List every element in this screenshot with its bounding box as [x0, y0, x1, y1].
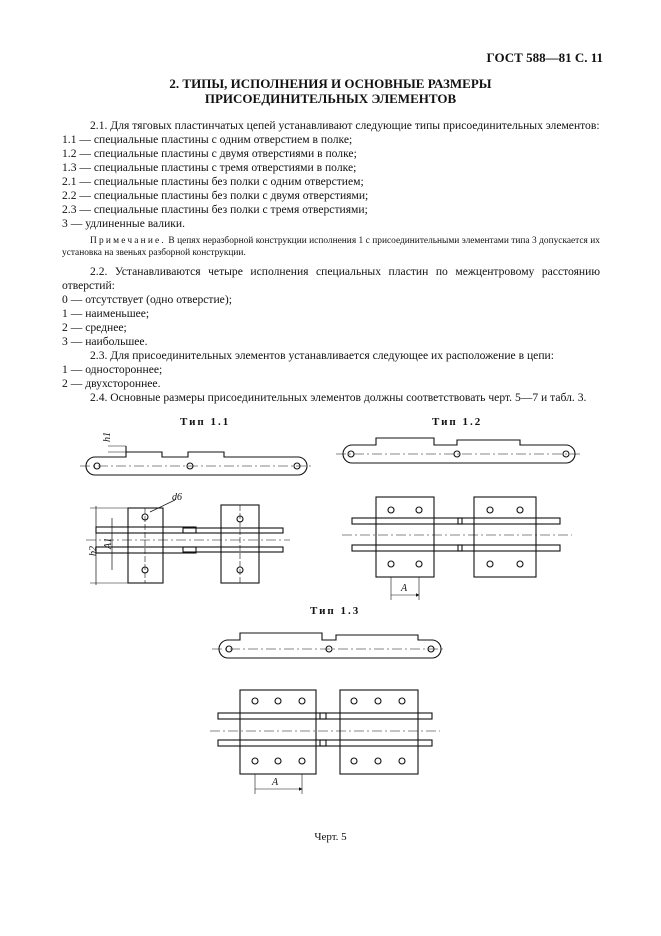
type-1-1-side-view — [80, 446, 312, 475]
list-item: 2.2 — специальные пластины без полки с двумя отверстиями; — [62, 189, 369, 202]
list-item: 2.1 — специальные пластины без полки с одним отверстием; — [62, 175, 364, 188]
dim-A1: A1 — [103, 537, 114, 549]
list-item: 3 — наибольшее. — [62, 335, 148, 348]
list-item: 1.2 — специальные пластины с двумя отверстиями в полке; — [62, 147, 357, 160]
type-1-2-plan-view — [342, 497, 572, 600]
note-text: В цепях неразборной конструкции исполнения 1 с присоединительными элементами типа 3 допускается их установка на звеньях разборной конструкции. — [62, 236, 600, 258]
list-item: 3 — удлиненные валики. — [62, 217, 186, 230]
dim-h1: h1 — [102, 432, 113, 442]
list-item: 1.1 — специальные пластины с одним отверстием в полке; — [62, 133, 353, 146]
section-title-line1: 2. ТИПЫ, ИСПОЛНЕНИЯ И ОСНОВНЫЕ РАЗМЕРЫ — [169, 76, 492, 91]
dim-d6: d6 — [172, 492, 182, 503]
note-label: Примечание. — [90, 236, 166, 246]
figure-caption: Черт. 5 — [314, 831, 347, 843]
para-2-4: 2.4. Основные размеры присоединительных элементов должны соответствовать черт. 5—7 и табл. 3. — [90, 391, 587, 404]
dim-A-type-1-3: A — [272, 777, 279, 788]
list-item: 1 — одностороннее; — [62, 363, 163, 376]
list-item: 1 — наименьшее; — [62, 307, 150, 320]
list-item: 0 — отсутствует (одно отверстие); — [62, 293, 232, 306]
type-1-2-side-view — [336, 438, 580, 463]
list-item: 2 — среднее; — [62, 321, 127, 334]
type-1-3-side-view — [212, 633, 446, 658]
figure-label-type-1-2: Тип 1.2 — [432, 416, 483, 428]
section-title-line2: ПРИСОЕДИНИТЕЛЬНЫХ ЭЛЕМЕНТОВ — [204, 91, 457, 106]
page-header: ГОСТ 588—81 С. 11 — [486, 50, 603, 65]
list-item: 2.3 — специальные пластины без полки с тремя отверстиями; — [62, 203, 368, 216]
figure-label-type-1-1: Тип 1.1 — [180, 416, 231, 428]
type-1-3-plan-view — [210, 690, 440, 794]
figure-label-type-1-3: Тип 1.3 — [310, 605, 361, 617]
para-2-1: 2.1. Для тяговых пластинчатых цепей устанавливают следующие типы присоединительных элементов: — [90, 119, 600, 132]
list-item: 2 — двухстороннее. — [62, 377, 161, 390]
para-2-3: 2.3. Для присоединительных элементов устанавливается следующее их расположение в цепи: — [90, 349, 554, 362]
dim-b2: b2 — [88, 546, 99, 556]
list-item: 1.3 — специальные пластины с тремя отверстиями в полке; — [62, 161, 357, 174]
para-2-2: 2.2. Устанавливаются четыре исполнения специальных пластин по межцентровому расстоянию отверстий: — [62, 265, 600, 292]
type-1-1-plan-view — [86, 500, 290, 585]
dim-A-type-1-2: A — [401, 583, 408, 594]
